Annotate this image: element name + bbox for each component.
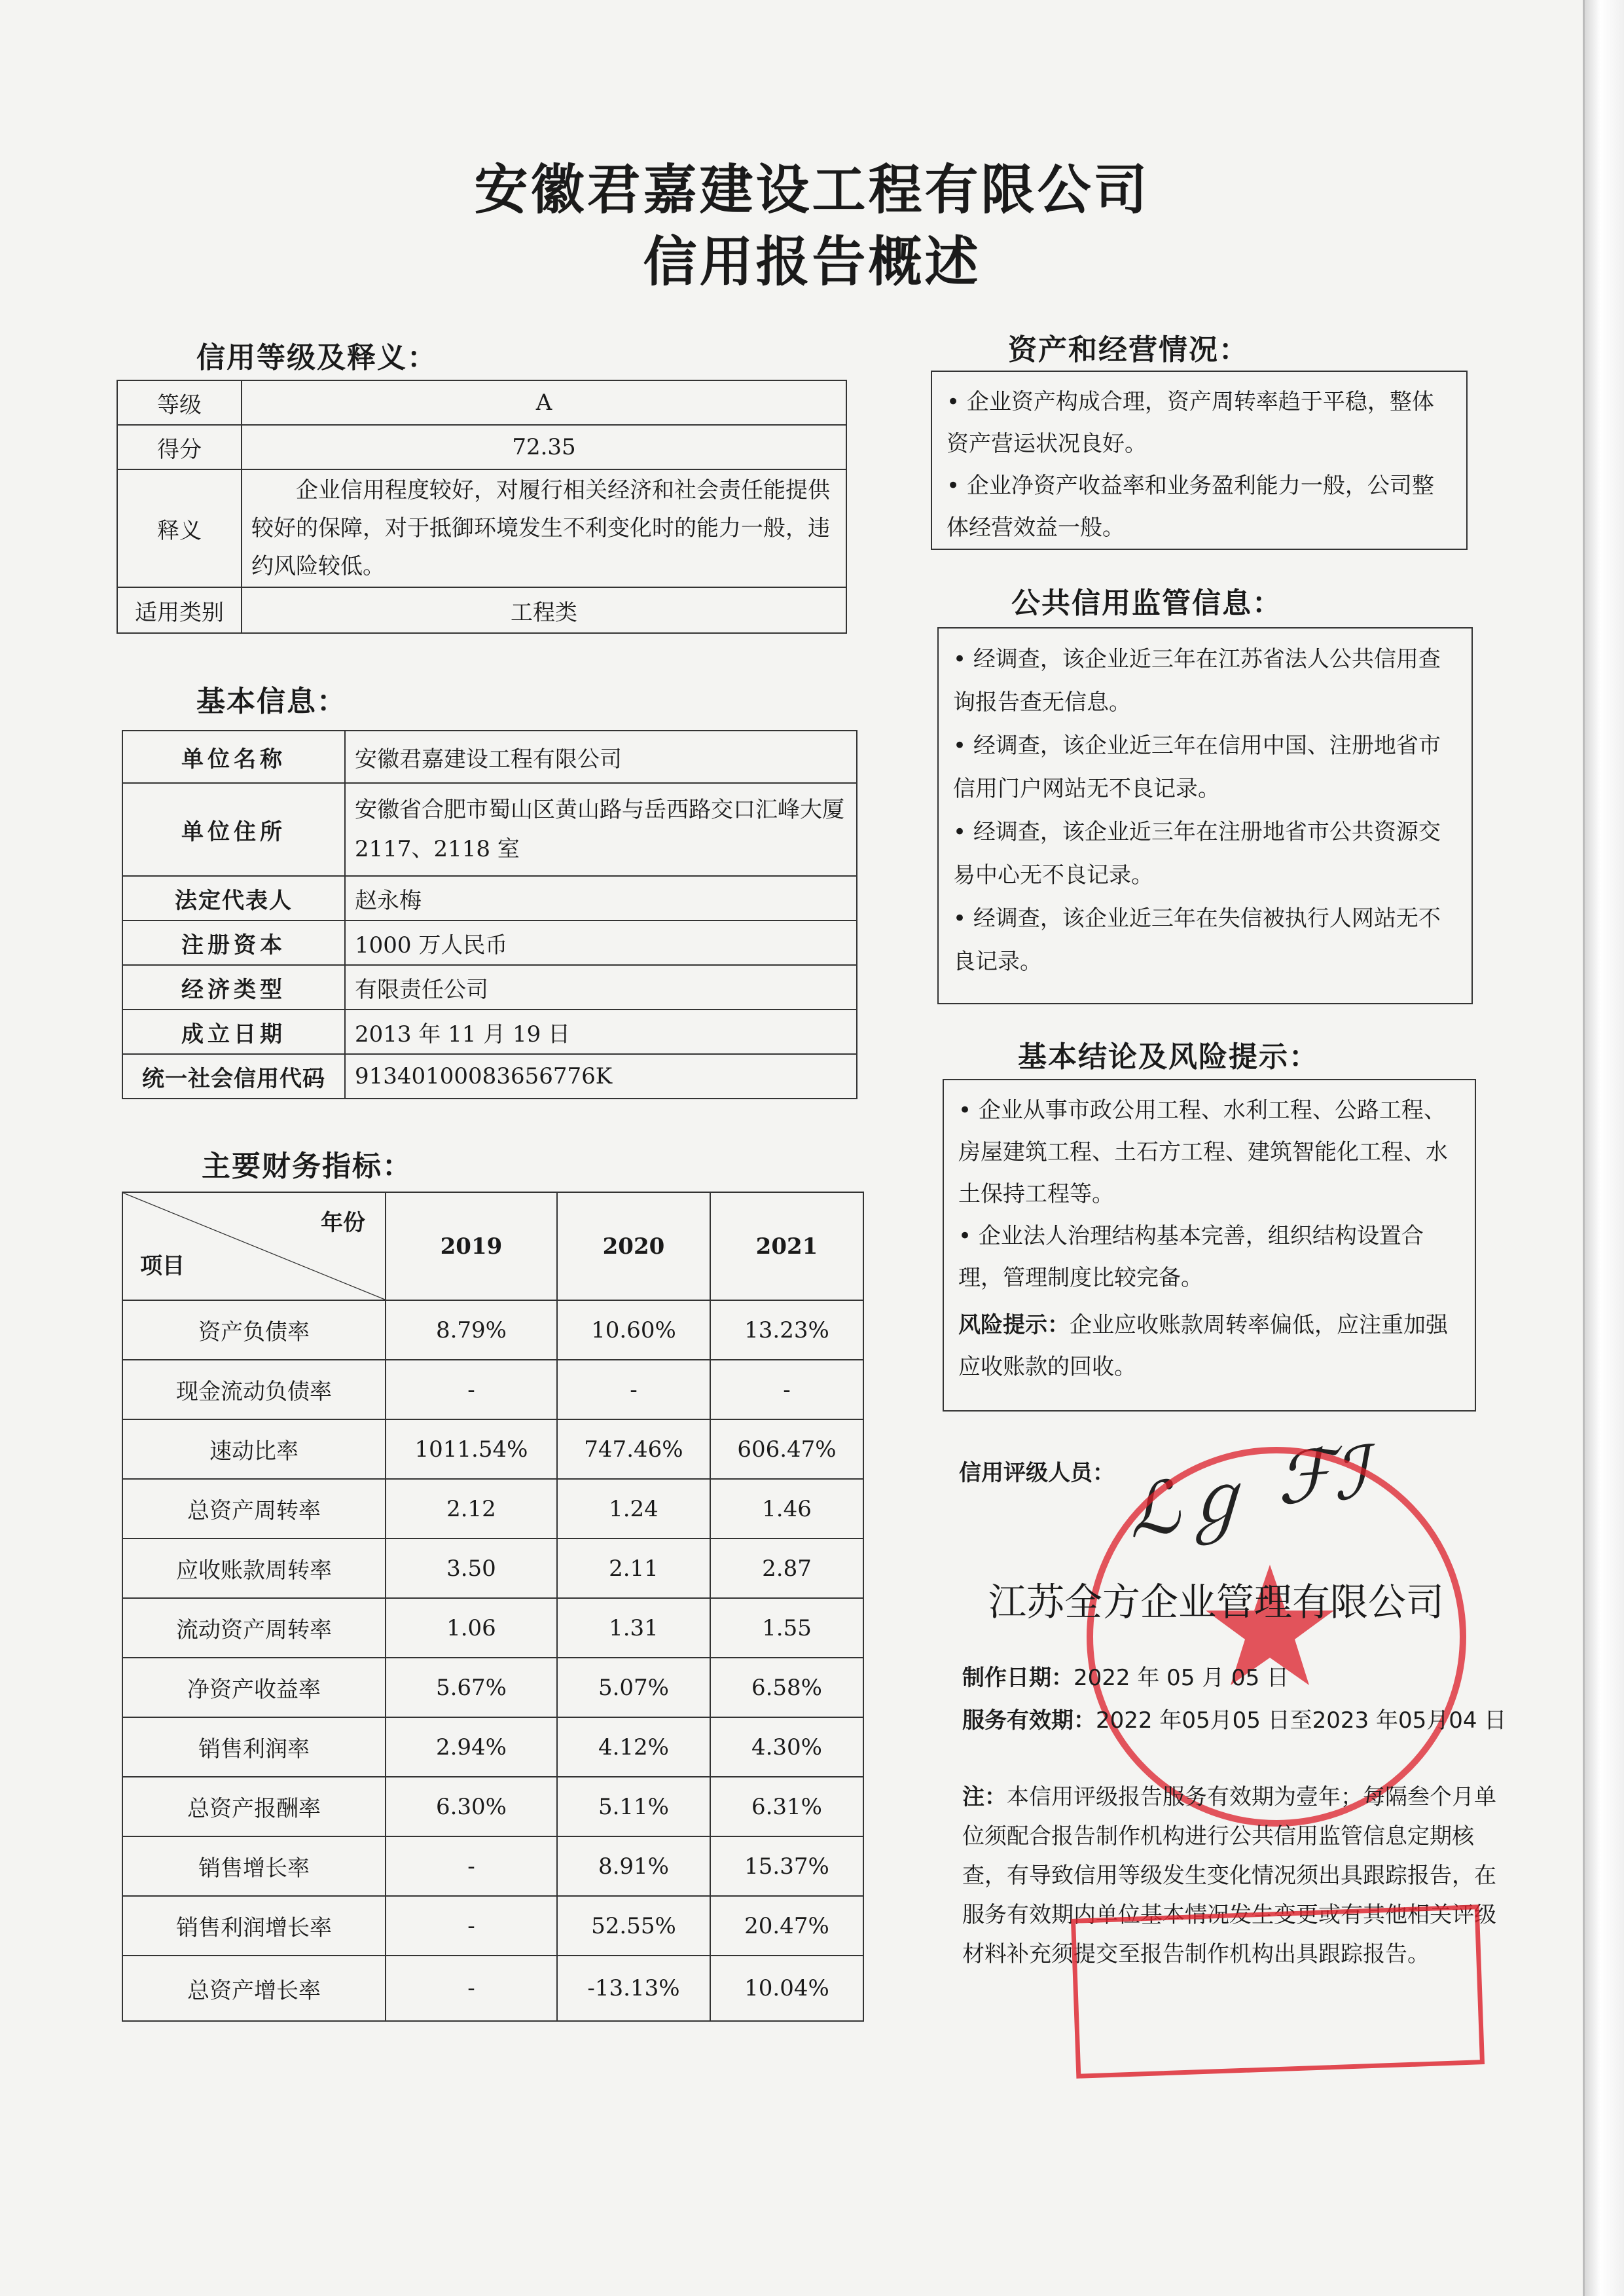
- table-row: [122, 1360, 863, 1419]
- note-label: 注：: [962, 1784, 1007, 1810]
- metric-value: 10.60%: [557, 1300, 710, 1360]
- date-line: [962, 1660, 1289, 1692]
- table-row: [122, 1010, 857, 1054]
- table-row: [122, 965, 857, 1010]
- list-item: • 企业资产构成合理，资产周转率趋于平稳，整体资产营运状况良好。: [947, 389, 1434, 457]
- list-item: • 经调查，该企业近三年在江苏省法人公共信用查询报告查无信息。: [953, 646, 1441, 716]
- metric-name: 速动比率: [122, 1419, 386, 1479]
- finance-table: [122, 1192, 864, 2022]
- category-label: 适用类别: [117, 587, 242, 633]
- valid-label: 服务有效期：: [962, 1707, 1096, 1734]
- meaning-label: 释义: [117, 469, 242, 587]
- risk-line: [958, 1304, 1460, 1388]
- assets-box: [931, 371, 1468, 550]
- seal-star-icon: [1093, 1453, 1447, 1807]
- date-label: 制作日期：: [962, 1665, 1074, 1691]
- metric-name: 总资产增长率: [122, 1956, 386, 2021]
- legal-rep-value: 赵永梅: [345, 876, 857, 920]
- basic-label: 注册资本: [122, 920, 345, 965]
- metric-value: 747.46%: [557, 1419, 710, 1479]
- category-value: 工程类: [242, 587, 846, 633]
- page-edge: [1583, 0, 1624, 2296]
- list-item: • 企业净资产收益率和业务盈利能力一般，公司整体经营效益一般。: [947, 473, 1434, 541]
- basic-info-table: [122, 730, 857, 1099]
- table-row: [122, 876, 857, 920]
- table-row: [122, 1479, 863, 1539]
- basic-label: 经济类型: [122, 965, 345, 1010]
- meaning-value: 企业信用程度较好，对履行相关经济和社会责任能提供较好的保障，对于抵御环境发生不利变化时的能力一般，违约风险较低。: [242, 469, 846, 587]
- metric-value: 20.47%: [710, 1896, 863, 1956]
- basic-label: 单位住所: [122, 783, 345, 876]
- rating-table: [117, 380, 847, 634]
- rating-label: 等级: [117, 380, 242, 425]
- metric-value: 1.46: [710, 1479, 863, 1539]
- metric-value: -: [386, 1360, 557, 1419]
- valid-value: 2022 年05月05 日至2023 年05月04 日: [1096, 1707, 1507, 1734]
- metric-value: -: [386, 1836, 557, 1896]
- list-item: • 经调查，该企业近三年在信用中国、注册地省市信用门户网站无不良记录。: [953, 733, 1441, 802]
- table-row: [117, 469, 846, 587]
- metric-value: 4.30%: [710, 1717, 863, 1777]
- table-row: [122, 1896, 863, 1956]
- metric-value: 2.11: [557, 1539, 710, 1598]
- finance-heading: 主要财务指标：: [202, 1150, 412, 1183]
- metric-value: 15.37%: [710, 1836, 863, 1896]
- basic-label: 成立日期: [122, 1010, 345, 1054]
- metric-name: 销售增长率: [122, 1836, 386, 1896]
- table-row: [122, 731, 857, 783]
- metric-value: 5.67%: [386, 1658, 557, 1717]
- metric-value: 13.23%: [710, 1300, 863, 1360]
- founded-value: 2013 年 11 月 19 日: [345, 1010, 857, 1054]
- assets-item: 企业净资产收益率和业务盈利能力一般，公司整体经营效益一般。: [947, 473, 1434, 541]
- credit-code-value: 91340100083656776K: [345, 1054, 857, 1099]
- year-header: 2021: [710, 1192, 863, 1300]
- metric-value: -: [386, 1896, 557, 1956]
- econ-type-value: 有限责任公司: [345, 965, 857, 1010]
- metric-value: 5.07%: [557, 1658, 710, 1717]
- capital-value: 1000 万人民币: [345, 920, 857, 965]
- rating-value: A: [242, 380, 846, 425]
- table-row: [122, 1658, 863, 1717]
- metric-name: 销售利润增长率: [122, 1896, 386, 1956]
- metric-value: 8.79%: [386, 1300, 557, 1360]
- conclusion-item: 企业从事市政公用工程、水利工程、公路工程、房屋建筑工程、土石方工程、建筑智能化工程、水土保持工程等。: [958, 1097, 1448, 1207]
- metric-value: -13.13%: [557, 1956, 710, 2021]
- metric-name: 流动资产周转率: [122, 1598, 386, 1658]
- public-item: 经调查，该企业近三年在江苏省法人公共信用查询报告查无信息。: [953, 646, 1441, 716]
- year-header: 2019: [386, 1192, 557, 1300]
- metric-value: 10.04%: [710, 1956, 863, 2021]
- filing-stamp: [1071, 1904, 1485, 2079]
- table-row: [122, 1539, 863, 1598]
- table-row: [122, 920, 857, 965]
- metric-value: 2.87: [710, 1539, 863, 1598]
- basic-label: 单位名称: [122, 731, 345, 783]
- metric-value: 2.12: [386, 1479, 557, 1539]
- metric-value: 1.24: [557, 1479, 710, 1539]
- metric-name: 总资产报酬率: [122, 1777, 386, 1836]
- corner-cell: [122, 1192, 386, 1300]
- metric-value: 8.91%: [557, 1836, 710, 1896]
- company-name-value: 安徽君嘉建设工程有限公司: [345, 731, 857, 783]
- signature-1: ℒℊ: [1121, 1454, 1256, 1555]
- list-item: • 企业从事市政公用工程、水利工程、公路工程、房屋建筑工程、土石方工程、建筑智能化工程、水土保持工程等。: [958, 1097, 1448, 1207]
- table-row: [122, 1836, 863, 1896]
- metric-name: 现金流动负债率: [122, 1360, 386, 1419]
- risk-label: 风险提示：: [958, 1312, 1070, 1338]
- conclusion-box: [943, 1079, 1476, 1412]
- conclusion-item: 企业法人治理结构基本完善，组织结构设置合理，管理制度比较完备。: [958, 1223, 1424, 1291]
- metric-name: 总资产周转率: [122, 1479, 386, 1539]
- metric-value: -: [710, 1360, 863, 1419]
- note-text: 本信用评级报告服务有效期为壹年；每隔叁个月单位须配合报告制作机构进行公共信用监管信息定期核查，有导致信用等级发生变化情况须出具跟踪报告，在服务有效期内单位基本情况发生变更或有其他相关评级材料补充须提交至报告制作机构出具跟踪报告。: [962, 1784, 1496, 1967]
- table-row: [122, 1956, 863, 2021]
- list-item: • 企业法人治理结构基本完善，组织结构设置合理，管理制度比较完备。: [958, 1223, 1424, 1291]
- table-row: [117, 587, 846, 633]
- public-item: 经调查，该企业近三年在信用中国、注册地省市信用门户网站无不良记录。: [953, 733, 1441, 802]
- metric-value: 6.58%: [710, 1658, 863, 1717]
- year-corner-label: 年份: [321, 1210, 365, 1236]
- table-row: [117, 380, 846, 425]
- year-header: 2020: [557, 1192, 710, 1300]
- table-row: [122, 1598, 863, 1658]
- metric-value: 1011.54%: [386, 1419, 557, 1479]
- score-label: 得分: [117, 425, 242, 469]
- valid-line: [962, 1702, 1506, 1734]
- public-box: [937, 627, 1473, 1004]
- metric-value: 1.55: [710, 1598, 863, 1658]
- table-row: [122, 1192, 863, 1300]
- metric-name: 资产负债率: [122, 1300, 386, 1360]
- conclusion-heading: 基本结论及风险提示：: [1018, 1040, 1319, 1074]
- metric-value: 1.31: [557, 1598, 710, 1658]
- metric-name: 净资产收益率: [122, 1658, 386, 1717]
- table-row: [122, 1717, 863, 1777]
- table-row: [122, 1419, 863, 1479]
- metric-value: -: [386, 1956, 557, 2021]
- table-row: [117, 425, 846, 469]
- public-item: 经调查，该企业近三年在失信被执行人网站无不良记录。: [953, 905, 1441, 975]
- metric-value: 1.06: [386, 1598, 557, 1658]
- metric-value: 6.31%: [710, 1777, 863, 1836]
- item-corner-label: 项目: [140, 1253, 185, 1279]
- public-heading: 公共信用监管信息：: [1011, 587, 1282, 620]
- metric-name: 应收账款周转率: [122, 1539, 386, 1598]
- metric-value: 6.30%: [386, 1777, 557, 1836]
- maker-company: 江苏全方企业管理有限公司: [988, 1580, 1445, 1624]
- report-title: 安徽君嘉建设工程有限公司: [474, 159, 1150, 221]
- basic-label: 法定代表人: [122, 876, 345, 920]
- basic-heading: 基本信息：: [196, 685, 347, 718]
- table-row: [122, 1300, 863, 1360]
- list-item: • 经调查，该企业近三年在注册地省市公共资源交易中心无不良记录。: [953, 819, 1441, 888]
- metric-value: 606.47%: [710, 1419, 863, 1479]
- rating-heading: 信用等级及释义：: [196, 341, 437, 374]
- metric-value: 5.11%: [557, 1777, 710, 1836]
- table-row: [122, 1054, 857, 1099]
- signature-2: ℱℐ: [1273, 1430, 1370, 1521]
- metric-value: 52.55%: [557, 1896, 710, 1956]
- assets-item: 企业资产构成合理，资产周转率趋于平稳，整体资产营运状况良好。: [947, 389, 1434, 457]
- date-value: 2022 年 05 月 05 日: [1074, 1665, 1290, 1691]
- metric-value: 2.94%: [386, 1717, 557, 1777]
- list-item: • 经调查，该企业近三年在失信被执行人网站无不良记录。: [953, 905, 1441, 975]
- rater-label: 信用评级人员：: [959, 1460, 1115, 1486]
- table-row: [122, 1777, 863, 1836]
- public-item: 经调查，该企业近三年在注册地省市公共资源交易中心无不良记录。: [953, 819, 1441, 888]
- table-row: [122, 783, 857, 876]
- score-value: 72.35: [242, 425, 846, 469]
- risk-text: 企业应收账款周转率偏低，应注重加强应收账款的回收。: [958, 1312, 1448, 1380]
- address-value: 安徽省合肥市蜀山区黄山路与岳西路交口汇峰大厦 2117、2118 室: [345, 783, 857, 876]
- metric-value: 4.12%: [557, 1717, 710, 1777]
- report-subtitle: 信用报告概述: [643, 231, 981, 293]
- metric-name: 销售利润率: [122, 1717, 386, 1777]
- basic-label: 统一社会信用代码: [122, 1054, 345, 1099]
- metric-value: 3.50: [386, 1539, 557, 1598]
- assets-heading: 资产和经营情况：: [1008, 333, 1249, 367]
- company-seal: [1087, 1447, 1466, 1827]
- metric-value: -: [557, 1360, 710, 1419]
